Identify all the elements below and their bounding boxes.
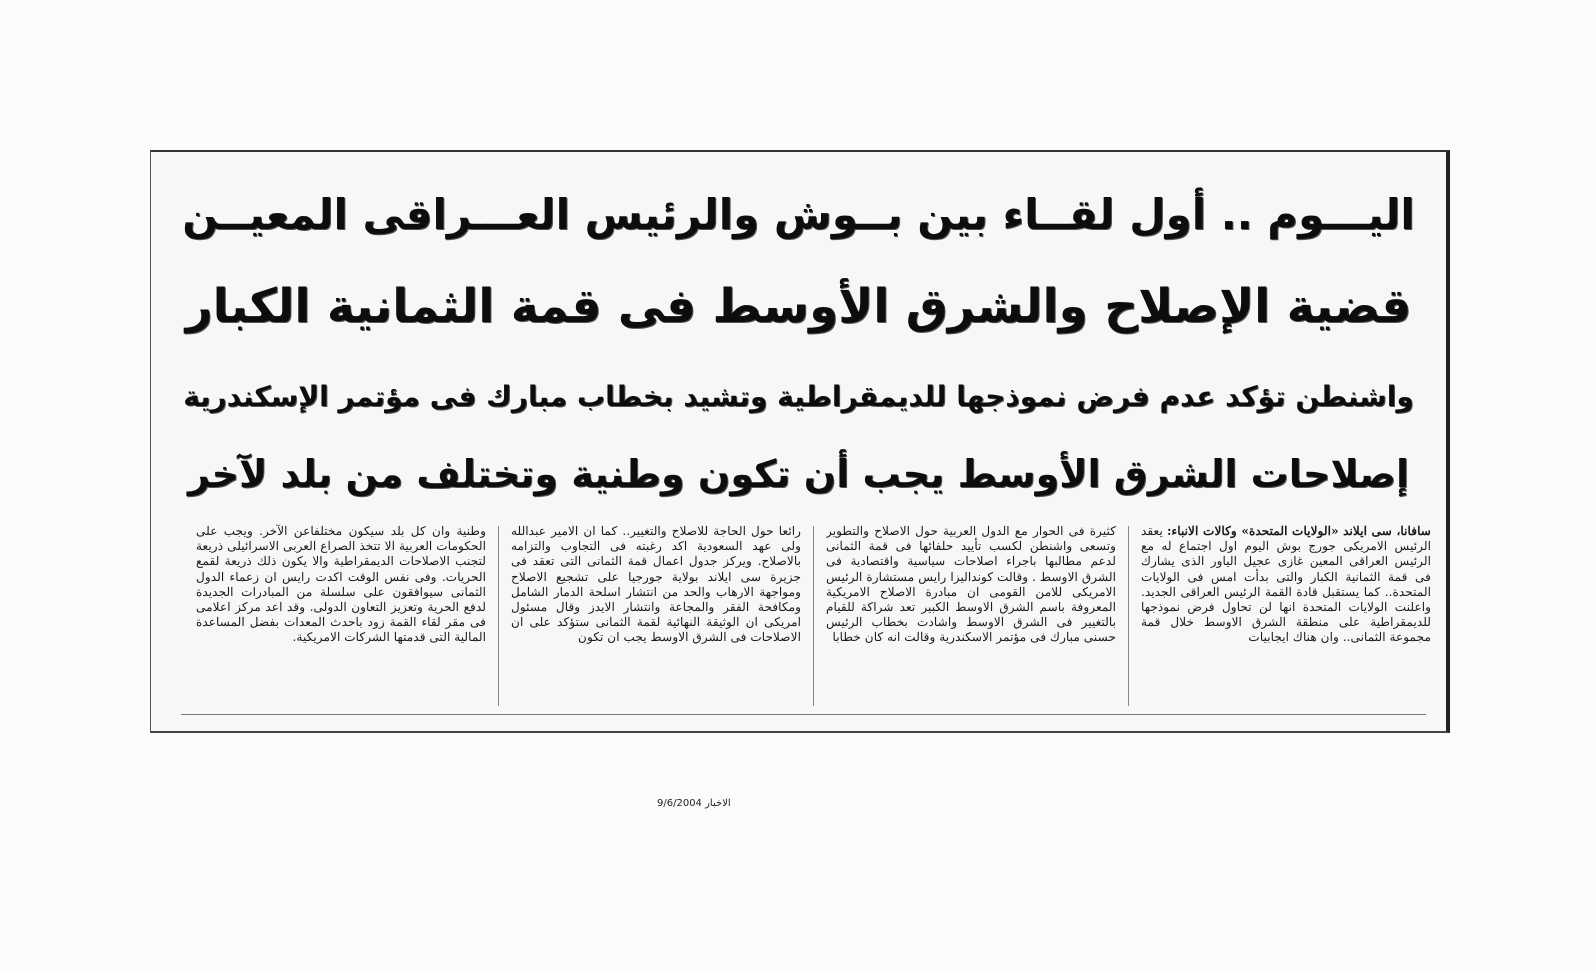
headline-sub-2: إصلاحات الشرق الأوسط يجب أن تكون وطنية وتختلف من بلد لآخر (187, 452, 1410, 496)
article-column-1 (1141, 524, 1431, 714)
article-dateline: سافانا، سى ايلاند «الولايات المتحدة» وكالات الانباء: (1167, 524, 1431, 538)
newspaper-clipping (150, 150, 1450, 733)
article-columns (181, 524, 1431, 724)
article-column-2: كثيرة فى الحوار مع الدول العربية حول الاصلاح والتطوير وتسعى واشنطن لكسب تأييد حلفائها فى قمة الثمانى لدعم مطالبها باجراء اصلاحات سياسية واقتصادية فى الشرق الاوسط . وقالت كونداليزا رايس مستشارة الرئيس الامريكى للامن القومى ان مبادرة الاصلاح الامريكية المعروفة باسم الشرق الاوسط الكبير تعد شراكة للقيام بالتغيير فى الشرق الاوسط واشادت بخطاب الرئيس حسنى مبارك فى مؤتمر الاسكندرية وقالت انه كان خطابا (826, 524, 1116, 645)
column-divider (1128, 526, 1129, 706)
headline-sub-1: واشنطن تؤكد عدم فرض نموذجها للديمقراطية وتشيد بخطاب مبارك فى مؤتمر الإسكندرية (183, 380, 1414, 413)
article-column-1-text: يعقد الرئيس الامريكى جورج بوش اليوم اول اجتماع له مع الرئيس العراقى المعين غازى عجيل الياور الذى يشارك فى قمة الثمانية الكبار والتى بدأت امس فى الولايات المتحدة.. كما يستقبل قادة القمة الرئيس العراقى الجديد. واعلنت الولايات المتحدة انها لن تحاول فرض نموذجها للديمقراطية على منطقة الشرق الاوسط خلال قمة مجموعة الثمانى.. وان هناك ايجابيات (1141, 524, 1431, 645)
headline-main: قضية الإصلاح والشرق الأوسط فى قمة الثمانية الكبار (185, 279, 1412, 334)
headline-top: اليـــوم .. أول لقــاء بين بــوش والرئيس العـــراقى المعيــن (182, 190, 1415, 239)
source-date-label: الاخبار 9/6/2004 (657, 798, 731, 809)
article-column-4: وطنية وان كل بلد سيكون مختلفاعن الآخر. ويجب على الحكومات العربية الا تتخذ الصراع العربى الاسرائيلى ذريعة لتجنب الاصلاحات الديمقراطية والا يكون ذلك ذريعة لقمع الحريات. وفى نفس الوقت اكدت رايس ان زعماء الدول الثمانى سيوافقون على سلسلة من المبادرات الجديدة لدفع الحرية وتعزيز التعاون الدولى. وقد اعد مركز اعلامى فى مقر لقاء القمة زود باحدث المعدات بفضل المساعدة المالية التى قدمتها الشركات الامريكية. (196, 524, 486, 645)
column-divider (813, 526, 814, 706)
column-divider (498, 526, 499, 706)
bottom-rule (181, 714, 1426, 715)
article-column-3: رائعا حول الحاجة للاصلاح والتغيير.. كما ان الامير عبدالله ولى عهد السعودية اكد رغبته فى التجاوب والتزامه بالاصلاح. ويركز جدول اعمال قمة الثمانى التى تعقد فى جزيرة سى ايلاند بولاية جورجيا على تشجيع الاصلاح ومواجهة الارهاب والحد من انتشار اسلحة الدمار الشامل ومكافحة الفقر والمجاعة وانتشار الايدز وقال مسئول امريكى ان الوثيقة النهائية لقمة الثمانى ستؤكد على ان الاصلاحات فى الشرق الاوسط يجب ان تكون (511, 524, 801, 645)
